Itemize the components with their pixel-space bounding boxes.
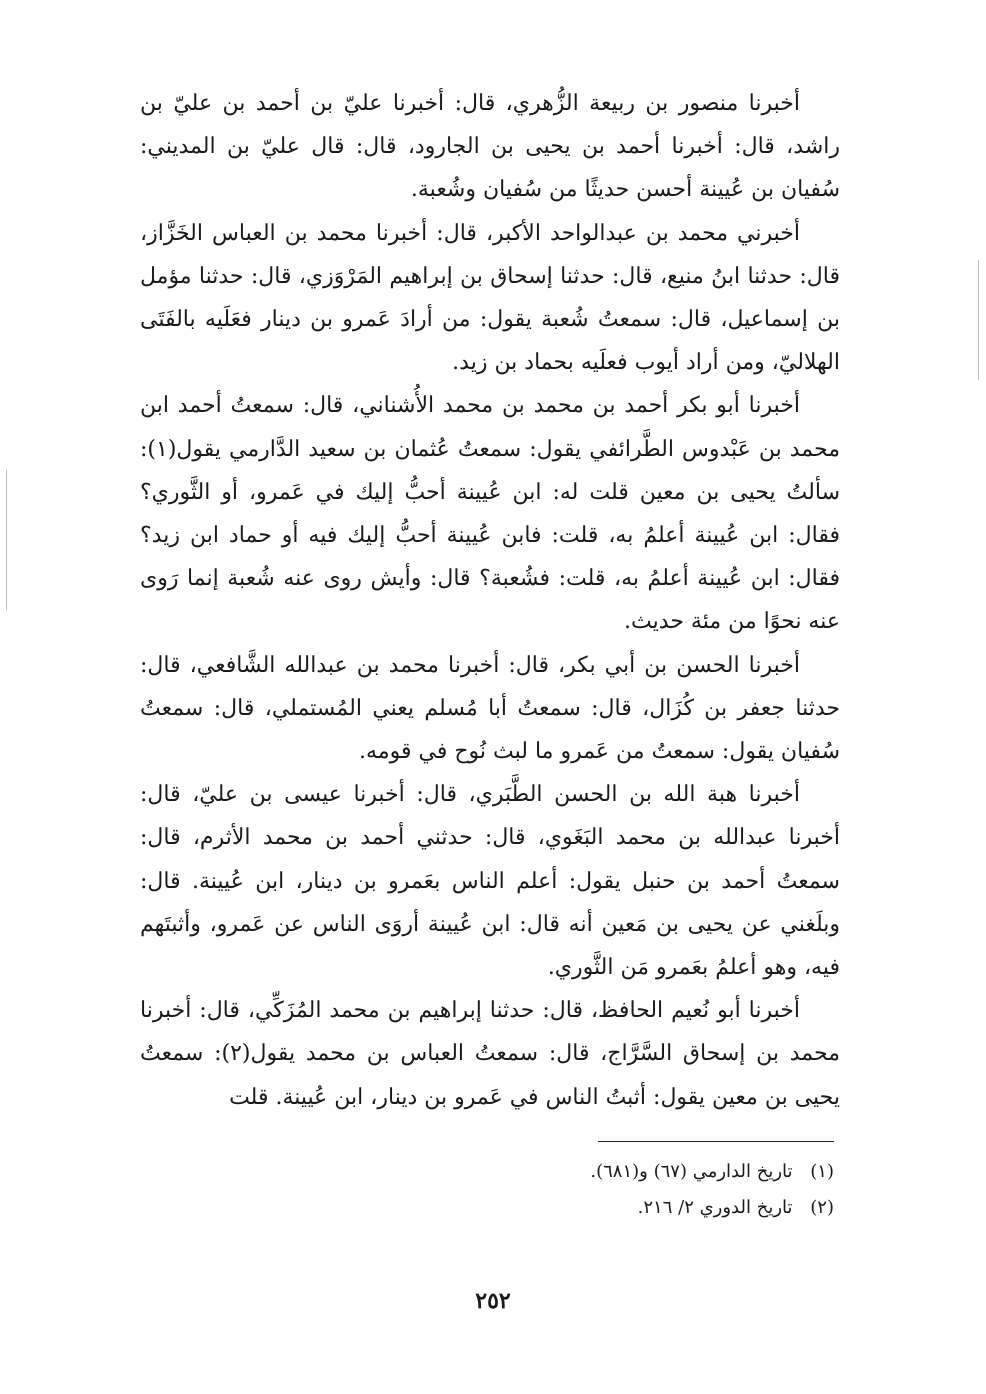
page-body xyxy=(140,82,840,1119)
footnotes xyxy=(334,1154,834,1226)
paragraph-1: أخبرنا منصور بن ربيعة الزُّهري، قال: أخبرنا عليّ بن أحمد بن عليّ بن راشد، قال: أخبرنا أحمد بن يحيى بن الجارود، قال: قال عليّ بن المديني: سُفيان بن عُيينة أحسن حديثًا من سُفيان وشُعبة. xyxy=(140,91,840,203)
page-number: ٢٥٢ xyxy=(475,1288,511,1314)
footnote-text: تاريخ الدوري ٢/ ٢١٦. xyxy=(637,1197,793,1218)
footnote-1 xyxy=(334,1154,834,1190)
paragraph-4: أخبرنا الحسن بن أبي بكر، قال: أخبرنا محمد بن عبدالله الشَّافعي، قال: حدثنا جعفر بن كُزَال، قال: سمعتُ أبا مُسلم يعني المُستملي، قال: سمعتُ سُفيان يقول: سمعتُ من عَمرو ما لبث نُوح في قومه. xyxy=(140,652,840,765)
paragraph-2: أخبرني محمد بن عبدالواحد الأكبر، قال: أخبرنا محمد بن العباس الخَزَّاز، قال: حدثنا ابنُ منيع، قال: حدثنا إسحاق بن إبراهيم المَرْوَزي، قال: حدثنا مؤمل بن إسماعيل، قال: سمعتُ شُعبة يقول: من أرادَ عَمرو بن دينار فعَلَيه بالفَتَى الهلاليّ، ومن أراد أيوب فعلَيه بحماد بن زيد. xyxy=(140,220,840,376)
paragraph-6: أخبرنا أبو نُعيم الحافظ، قال: حدثنا إبراهيم بن محمد المُزَكِّي، قال: أخبرنا محمد بن إسحاق السَّرَّاج، قال: سمعتُ العباس بن محمد يقول(٢): سمعتُ يحيى بن معين يقول: أثبتُ الناس في عَمرو بن دينار، ابن عُيينة. قلت xyxy=(140,998,840,1110)
paragraph-5: أخبرنا هبة الله بن الحسن الطَّبَري، قال: أخبرنا عيسى بن عليّ، قال: أخبرنا عبدالله بن محمد البَغَوي، قال: حدثني أحمد بن محمد الأثرم، قال: سمعتُ أحمد بن حنبل يقول: أعلم الناس بعَمرو بن دينار، ابن عُيينة. قال: وبلَغني عن يحيى بن مَعين أنه قال: ابن عُيينة أروَى الناس عن عَمرو، وأثبتَهم فيه، وهو أعلمُ بعَمرو مَن الثَّوري. xyxy=(140,782,840,981)
footnote-number: (٢) xyxy=(810,1197,834,1218)
scan-artifact-line xyxy=(978,260,979,380)
footnote-number: (١) xyxy=(810,1161,834,1182)
footnote-2 xyxy=(334,1190,834,1226)
footnote-separator xyxy=(598,1141,834,1142)
scan-artifact-line xyxy=(6,470,7,610)
paragraph-3: أخبرنا أبو بكر أحمد بن محمد بن محمد الأُشناني، قال: سمعتُ أحمد ابن محمد بن عَبْدوس الطَّرائفي يقول: سمعتُ عُثمان بن سعيد الدَّارمي يقول(١): سألتُ يحيى بن معين قلت له: ابن عُيينة أحبُّ إليك في عَمرو، أو الثَّوري؟ فقال: ابن عُيينة أعلمُ به، قلت: فابن عُيينة أحبُّ إليك فيه أو حماد ابن زيد؟ فقال: ابن عُيينة أعلمُ به، قلت: فشُعبة؟ قال: وأيش روى عنه شُعبة إنما رَوى عنه نحوًا من مئة حديث. xyxy=(140,393,840,635)
footnote-text: تاريخ الدارمي (٦٧) و(٦٨١). xyxy=(590,1161,793,1182)
